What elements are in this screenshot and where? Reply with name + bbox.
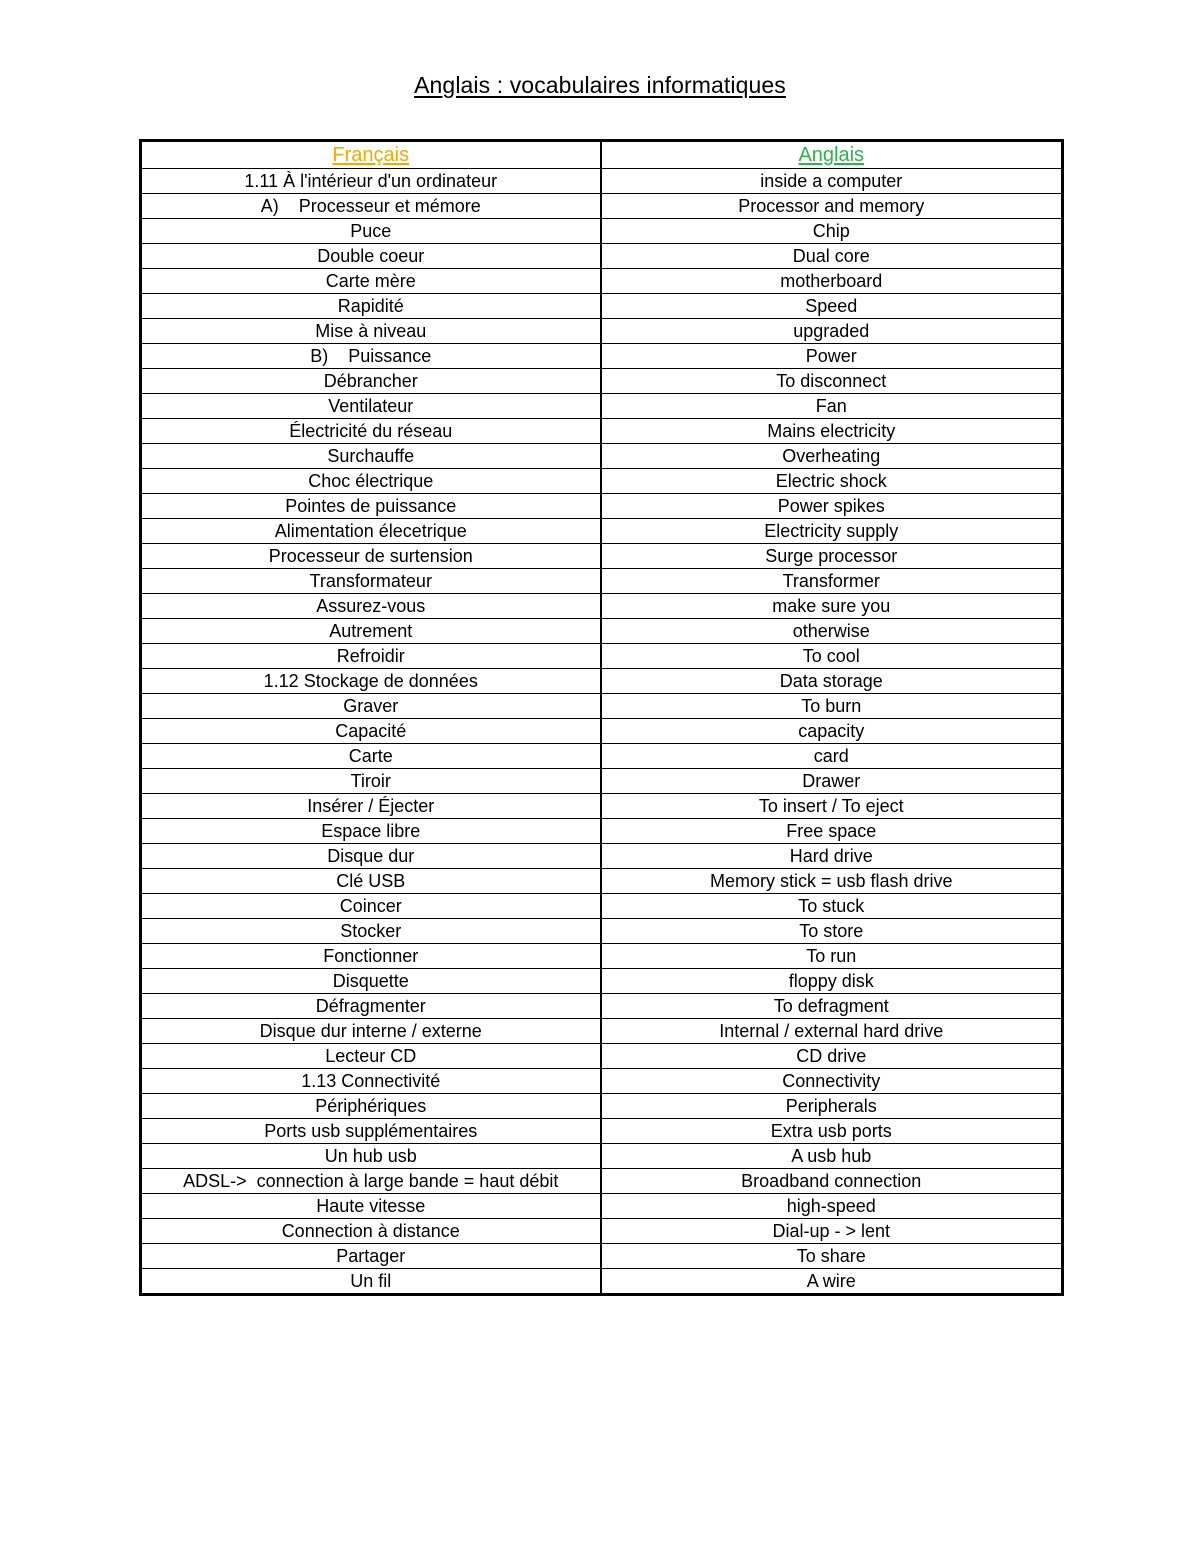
cell-francais: Ports usb supplémentaires	[141, 1119, 601, 1144]
table-row	[141, 694, 1063, 719]
cell-francais: 1.13 Connectivité	[141, 1069, 601, 1094]
table-row	[141, 1044, 1063, 1069]
table-row	[141, 1019, 1063, 1044]
cell-francais: Autrement	[141, 619, 601, 644]
table-row	[141, 1219, 1063, 1244]
cell-anglais: Broadband connection	[601, 1169, 1063, 1194]
cell-anglais: high-speed	[601, 1194, 1063, 1219]
cell-anglais: CD drive	[601, 1044, 1063, 1069]
cell-anglais: To disconnect	[601, 369, 1063, 394]
table-row	[141, 919, 1063, 944]
table-row	[141, 494, 1063, 519]
cell-anglais: To insert / To eject	[601, 794, 1063, 819]
cell-francais: Haute vitesse	[141, 1194, 601, 1219]
cell-francais: 1.11 À l'intérieur d'un ordinateur	[141, 169, 601, 194]
cell-anglais: motherboard	[601, 269, 1063, 294]
cell-anglais: Speed	[601, 294, 1063, 319]
page-title: Anglais : vocabulaires informatiques	[414, 72, 786, 98]
cell-anglais: Overheating	[601, 444, 1063, 469]
cell-francais: A) Processeur et mémore	[141, 194, 601, 219]
cell-francais: Refroidir	[141, 644, 601, 669]
table-row	[141, 1194, 1063, 1219]
table-row	[141, 269, 1063, 294]
table-row	[141, 969, 1063, 994]
table-row	[141, 444, 1063, 469]
table-row	[141, 994, 1063, 1019]
cell-francais: Tiroir	[141, 769, 601, 794]
cell-anglais: Dial-up - > lent	[601, 1219, 1063, 1244]
cell-anglais: Electricity supply	[601, 519, 1063, 544]
cell-anglais: Peripherals	[601, 1094, 1063, 1119]
cell-anglais: To burn	[601, 694, 1063, 719]
cell-anglais: Drawer	[601, 769, 1063, 794]
table-row	[141, 169, 1063, 194]
cell-anglais: Processor and memory	[601, 194, 1063, 219]
table-row	[141, 594, 1063, 619]
cell-anglais: To store	[601, 919, 1063, 944]
cell-francais: Transformateur	[141, 569, 601, 594]
cell-anglais: capacity	[601, 719, 1063, 744]
table-row	[141, 1069, 1063, 1094]
table-row	[141, 669, 1063, 694]
table-row	[141, 1269, 1063, 1295]
cell-anglais: Transformer	[601, 569, 1063, 594]
cell-anglais: To share	[601, 1244, 1063, 1269]
cell-anglais: Power spikes	[601, 494, 1063, 519]
cell-francais: Insérer / Éjecter	[141, 794, 601, 819]
cell-francais: Choc électrique	[141, 469, 601, 494]
cell-francais: Lecteur CD	[141, 1044, 601, 1069]
cell-francais: Disque dur interne / externe	[141, 1019, 601, 1044]
table-row	[141, 469, 1063, 494]
table-row	[141, 294, 1063, 319]
cell-francais: Un fil	[141, 1269, 601, 1295]
cell-anglais: To cool	[601, 644, 1063, 669]
cell-francais: Surchauffe	[141, 444, 601, 469]
cell-francais: Puce	[141, 219, 601, 244]
cell-francais: Électricité du réseau	[141, 419, 601, 444]
table-row	[141, 944, 1063, 969]
cell-anglais: To defragment	[601, 994, 1063, 1019]
cell-anglais: Internal / external hard drive	[601, 1019, 1063, 1044]
header-francais: Français	[141, 141, 601, 169]
cell-anglais: make sure you	[601, 594, 1063, 619]
table-row	[141, 719, 1063, 744]
cell-anglais: floppy disk	[601, 969, 1063, 994]
cell-anglais: card	[601, 744, 1063, 769]
cell-francais: Disquette	[141, 969, 601, 994]
table-body	[141, 169, 1063, 1295]
cell-anglais: To run	[601, 944, 1063, 969]
cell-francais: ADSL-> connection à large bande = haut débit	[141, 1169, 601, 1194]
cell-francais: Carte	[141, 744, 601, 769]
cell-francais: Partager	[141, 1244, 601, 1269]
cell-anglais: upgraded	[601, 319, 1063, 344]
cell-francais: Connection à distance	[141, 1219, 601, 1244]
cell-francais: Alimentation élecetrique	[141, 519, 601, 544]
table-row	[141, 569, 1063, 594]
header-anglais: Anglais	[601, 141, 1063, 169]
cell-anglais: To stuck	[601, 894, 1063, 919]
cell-anglais: A usb hub	[601, 1144, 1063, 1169]
table-row	[141, 1119, 1063, 1144]
cell-francais: Périphériques	[141, 1094, 601, 1119]
cell-francais: Débrancher	[141, 369, 601, 394]
cell-francais: Stocker	[141, 919, 601, 944]
cell-francais: Ventilateur	[141, 394, 601, 419]
table-row	[141, 319, 1063, 344]
cell-anglais: inside a computer	[601, 169, 1063, 194]
cell-anglais: Mains electricity	[601, 419, 1063, 444]
table-row	[141, 1244, 1063, 1269]
cell-francais: Fonctionner	[141, 944, 601, 969]
cell-anglais: Connectivity	[601, 1069, 1063, 1094]
cell-francais: Carte mère	[141, 269, 601, 294]
cell-anglais: Electric shock	[601, 469, 1063, 494]
table-header-row	[141, 141, 1063, 169]
cell-anglais: Hard drive	[601, 844, 1063, 869]
table-row	[141, 1094, 1063, 1119]
cell-francais: 1.12 Stockage de données	[141, 669, 601, 694]
table-row	[141, 644, 1063, 669]
cell-anglais: Free space	[601, 819, 1063, 844]
cell-francais: Capacité	[141, 719, 601, 744]
cell-anglais: Fan	[601, 394, 1063, 419]
table-row	[141, 844, 1063, 869]
table-row	[141, 894, 1063, 919]
table-row	[141, 344, 1063, 369]
table-row	[141, 744, 1063, 769]
table-row	[141, 419, 1063, 444]
cell-anglais: A wire	[601, 1269, 1063, 1295]
cell-francais: Défragmenter	[141, 994, 601, 1019]
table-row	[141, 394, 1063, 419]
cell-francais: Processeur de surtension	[141, 544, 601, 569]
table-row	[141, 369, 1063, 394]
cell-francais: Assurez-vous	[141, 594, 601, 619]
cell-francais: Rapidité	[141, 294, 601, 319]
table-row	[141, 869, 1063, 894]
cell-anglais: otherwise	[601, 619, 1063, 644]
table-row	[141, 194, 1063, 219]
table-row	[141, 794, 1063, 819]
table-row	[141, 819, 1063, 844]
cell-anglais: Memory stick = usb flash drive	[601, 869, 1063, 894]
cell-anglais: Power	[601, 344, 1063, 369]
cell-anglais: Surge processor	[601, 544, 1063, 569]
cell-francais: Graver	[141, 694, 601, 719]
cell-anglais: Extra usb ports	[601, 1119, 1063, 1144]
table-row	[141, 769, 1063, 794]
table-row	[141, 1169, 1063, 1194]
vocabulary-table	[139, 139, 1064, 1296]
cell-francais: Un hub usb	[141, 1144, 601, 1169]
cell-francais: Coincer	[141, 894, 601, 919]
table-row	[141, 519, 1063, 544]
table-row	[141, 544, 1063, 569]
table-row	[141, 619, 1063, 644]
cell-francais: Clé USB	[141, 869, 601, 894]
cell-francais: Disque dur	[141, 844, 601, 869]
table-row	[141, 244, 1063, 269]
cell-francais: Espace libre	[141, 819, 601, 844]
cell-francais: Mise à niveau	[141, 319, 601, 344]
cell-francais: B) Puissance	[141, 344, 601, 369]
cell-anglais: Chip	[601, 219, 1063, 244]
cell-francais: Double coeur	[141, 244, 601, 269]
cell-anglais: Dual core	[601, 244, 1063, 269]
table-row	[141, 1144, 1063, 1169]
table-row	[141, 219, 1063, 244]
cell-anglais: Data storage	[601, 669, 1063, 694]
cell-francais: Pointes de puissance	[141, 494, 601, 519]
